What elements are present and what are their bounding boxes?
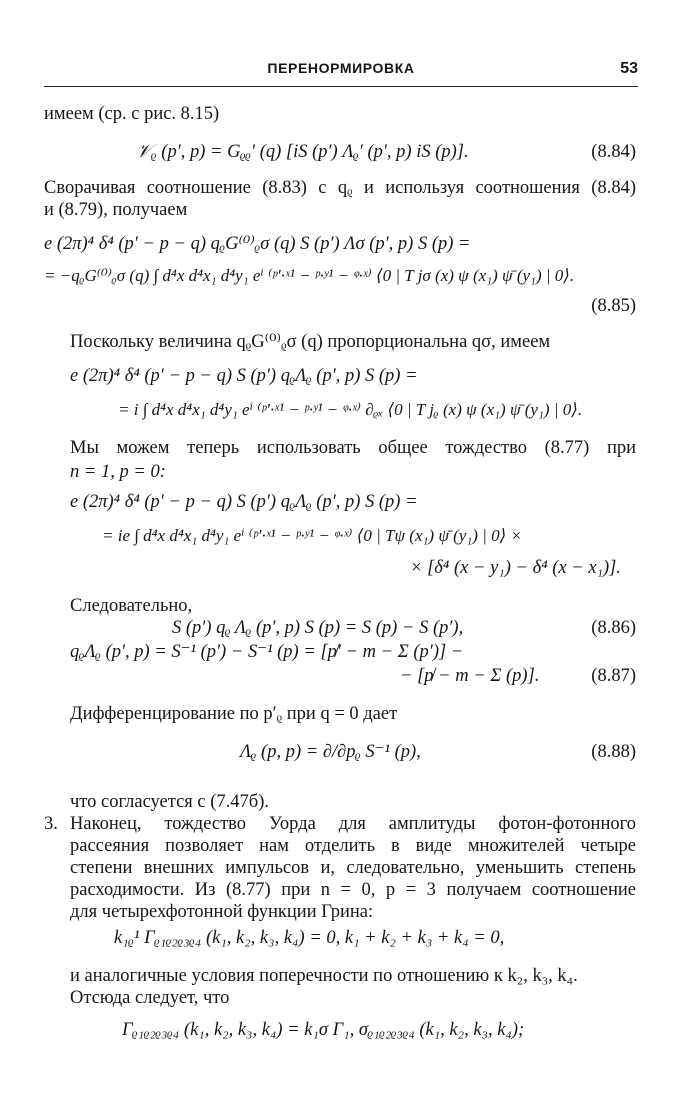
text-line: что согласуется с (7.47б). (70, 792, 269, 812)
equation-line: − [p̸ − m − Σ (p)]. (400, 666, 540, 686)
equation-number: (8.86) (591, 618, 636, 638)
equation-number: (8.85) (591, 296, 636, 316)
text-line: для четырехфотонной функции Грина: (70, 902, 374, 922)
equation-line: = i ∫ d⁴x d⁴x₁ d⁴y₁ eⁱ ⁽ᵖ′·ˣ¹ − ᵖ·ʸ¹ − ᵠ·ˣ⁾ ∂ᵨₓ ⟨0 | T jᵨ (x) ψ (x₁) ψ̄ (y₁) | 0⟩. (118, 400, 583, 419)
text-line: Сворачивая соотношение (8.83) с qᵨ и используя соотношения (8.84) (44, 178, 636, 198)
text-line: степени внешних импульсов и, следовательно, уменьшить степень (70, 858, 636, 878)
equation-line: e (2π)⁴ δ⁴ (p′ − p − q) S (p′) qᵨΛᵨ (p′, p) S (p) = (70, 492, 418, 512)
list-item-number: 3. (44, 814, 58, 834)
text-line: имеем (ср. с рис. 8.15) (44, 104, 220, 124)
equation-line: = ie ∫ d⁴x d⁴x₁ d⁴y₁ eⁱ ⁽ᵖ′·ˣ¹ − ᵖ·ʸ¹ − ᵠ·ˣ⁾ ⟨0 | Tψ (x₁) ψ̄ (y₁) | 0⟩ × (102, 526, 522, 545)
equation-line: 𝒱ᵨ (p′, p) = Gᵨᵨ′ (q) [iS (p′) Λᵨ′ (p′, p) iS (p)]. (136, 142, 469, 162)
text-line: Наконец, тождество Уорда для амплитуды фотон-фотонного (70, 814, 636, 834)
text-line: n = 1, p = 0: (70, 462, 166, 482)
equation-line: S (p′) qᵨ Λᵨ (p′, p) S (p) = S (p) − S (p′), (172, 618, 464, 638)
equation-line: Γᵨ₁ᵨ₂ᵨ₃ᵨ₄ (k₁, k₂, k₃, k₄) = k₁σ Γ₁, σᵨ₁ᵨ₂ᵨ₃ᵨ₄ (k₁, k₂, k₃, k₄); (122, 1020, 525, 1040)
equation-number: (8.88) (591, 742, 636, 762)
header-rule (44, 86, 638, 87)
text-line: Поскольку величина qᵨG⁽⁰⁾ᵨσ (q) пропорциональна qσ, имеем (70, 332, 551, 352)
equation-line: qᵨΛᵨ (p′, p) = S⁻¹ (p′) − S⁻¹ (p) = [p̸′ − m − Σ (p′)] − (70, 642, 464, 662)
text-line: расходимости. Из (8.77) при n = 0, p = 3 получаем соотношение (70, 880, 636, 900)
text-line: Следовательно, (70, 596, 193, 616)
page-number: 53 (620, 60, 638, 77)
equation-number: (8.87) (591, 666, 636, 686)
text-line: рассеяния позволяет нам отделить в виде множителей четыре (70, 836, 636, 856)
text-line: и аналогичные условия поперечности по отношению к k₂, k₃, k₄. (70, 966, 578, 986)
running-title: ПЕРЕНОРМИРОВКА (267, 60, 415, 76)
text-line: Дифференцирование по p′ᵨ при q = 0 дает (70, 704, 398, 724)
equation-line: k₁ᵨ¹ Γᵨ₁ᵨ₂ᵨ₃ᵨ₄ (k₁, k₂, k₃, k₄) = 0, k₁ + k₂ + k₃ + k₄ = 0, (114, 928, 505, 948)
page-header (44, 60, 638, 82)
equation-line: Λᵨ (p, p) = ∂/∂pᵨ S⁻¹ (p), (240, 742, 421, 762)
text-line: Мы можем теперь использовать общее тождество (8.77) при (70, 438, 636, 458)
text-line: Отсюда следует, что (70, 988, 230, 1008)
equation-number: (8.84) (591, 142, 636, 162)
equation-line: e (2π)⁴ δ⁴ (p′ − p − q) S (p′) qᵨΛᵨ (p′, p) S (p) = (70, 366, 418, 386)
equation-line: × [δ⁴ (x − y₁) − δ⁴ (x − x₁)]. (410, 558, 621, 578)
text-line: и (8.79), получаем (44, 200, 188, 220)
equation-line: e (2π)⁴ δ⁴ (p′ − p − q) qᵨG⁽⁰⁾ᵨσ (q) S (p′) Λσ (p′, p) S (p) = (44, 234, 471, 254)
equation-line: = −qᵨG⁽⁰⁾ᵨσ (q) ∫ d⁴x d⁴x₁ d⁴y₁ eⁱ ⁽ᵖ′·ˣ¹ − ᵖ·ʸ¹ − ᵠ·ˣ⁾ ⟨0 | T jσ (x) ψ (x₁) ψ̄ (y₁) | 0⟩. (44, 266, 575, 285)
